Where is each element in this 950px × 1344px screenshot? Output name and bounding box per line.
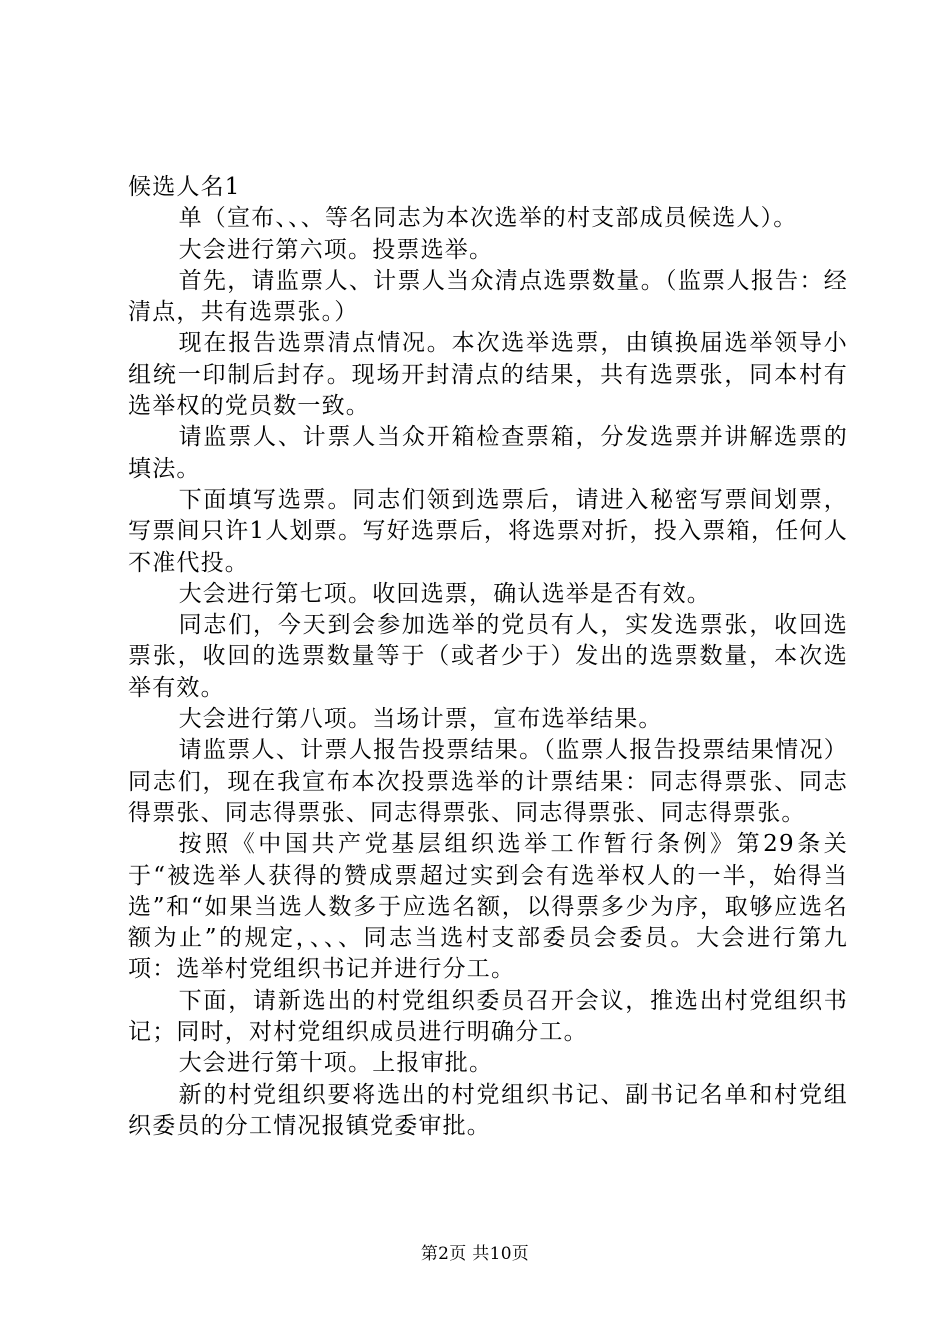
paragraph-count-ballots: 首先，请监票人、计票人当众清点选票数量。（监票人报告：经清点，共有选票张。） <box>128 267 848 326</box>
paragraph-regulations: 按照《中国共产党基层组织选举工作暂行条例》第29条关于“被选举人获得的赞成票超过实到会有选举权人的一半，始得当选”和“如果当选人数多于应选名额，以得票多少为序，取够应选名额为止”的规定，、、、同志当选村支部委员会委员。大会进行第九项：选举村党组织书记并进行分工。 <box>128 831 848 983</box>
paragraph-item-six: 大会进行第六项。投票选举。 <box>178 236 494 263</box>
document-body <box>128 172 848 1142</box>
paragraph-open-box: 请监票人、计票人当众开箱检查票箱，分发选票并讲解选票的填法。 <box>128 424 848 482</box>
paragraph-count-results: 请监票人、计票人报告投票结果。（监票人报告投票结果情况）同志们，现在我宣布本次投票选举的计票结果：同志得票张、同志得票张、同志得票张、同志得票张、同志得票张、同志得票张。 <box>128 737 848 826</box>
paragraph-elect-secretary: 下面，请新选出的村党组织委员召开会议，推选出村党组织书记；同时，对村党组织成员进行明确分工。 <box>128 987 848 1046</box>
paragraph-submit-approval: 新的村党组织要将选出的村党组织书记、副书记名单和村党组织委员的分工情况报镇党委审批。 <box>128 1081 848 1139</box>
paragraph-fill-ballots: 下面填写选票。同志们领到选票后，请进入秘密写票间划票，写票间只许1人划票。写好选票后，将选票对折，投入票箱，任何人不准代投。 <box>128 486 848 576</box>
paragraph-candidate-announcement: 单（宣布、、、等名同志为本次选举的村支部成员候选人）。 <box>178 205 798 232</box>
paragraph-item-eight: 大会进行第八项。当场计票，宣布选举结果。 <box>178 706 663 733</box>
paragraph-item-ten: 大会进行第十项。上报审批。 <box>178 1050 494 1077</box>
page-footer <box>0 1243 950 1265</box>
paragraph-candidate-list-heading: 候选人名1 <box>128 174 241 200</box>
paragraph-validity: 同志们，今天到会参加选举的党员有人，实发选票张，收回选票张，收回的选票数量等于（或者少于）发出的选票数量，本次选举有效。 <box>128 612 848 701</box>
paragraph-item-seven: 大会进行第七项。收回选票，确认选举是否有效。 <box>178 580 711 607</box>
paragraph-ballot-report: 现在报告选票清点情况。本次选举选票，由镇换届选举领导小组统一印制后封存。现场开封清点的结果，共有选票张，同本村有选举权的党员数一致。 <box>128 330 848 420</box>
page-number: 第2页 共10页 <box>420 1244 530 1264</box>
